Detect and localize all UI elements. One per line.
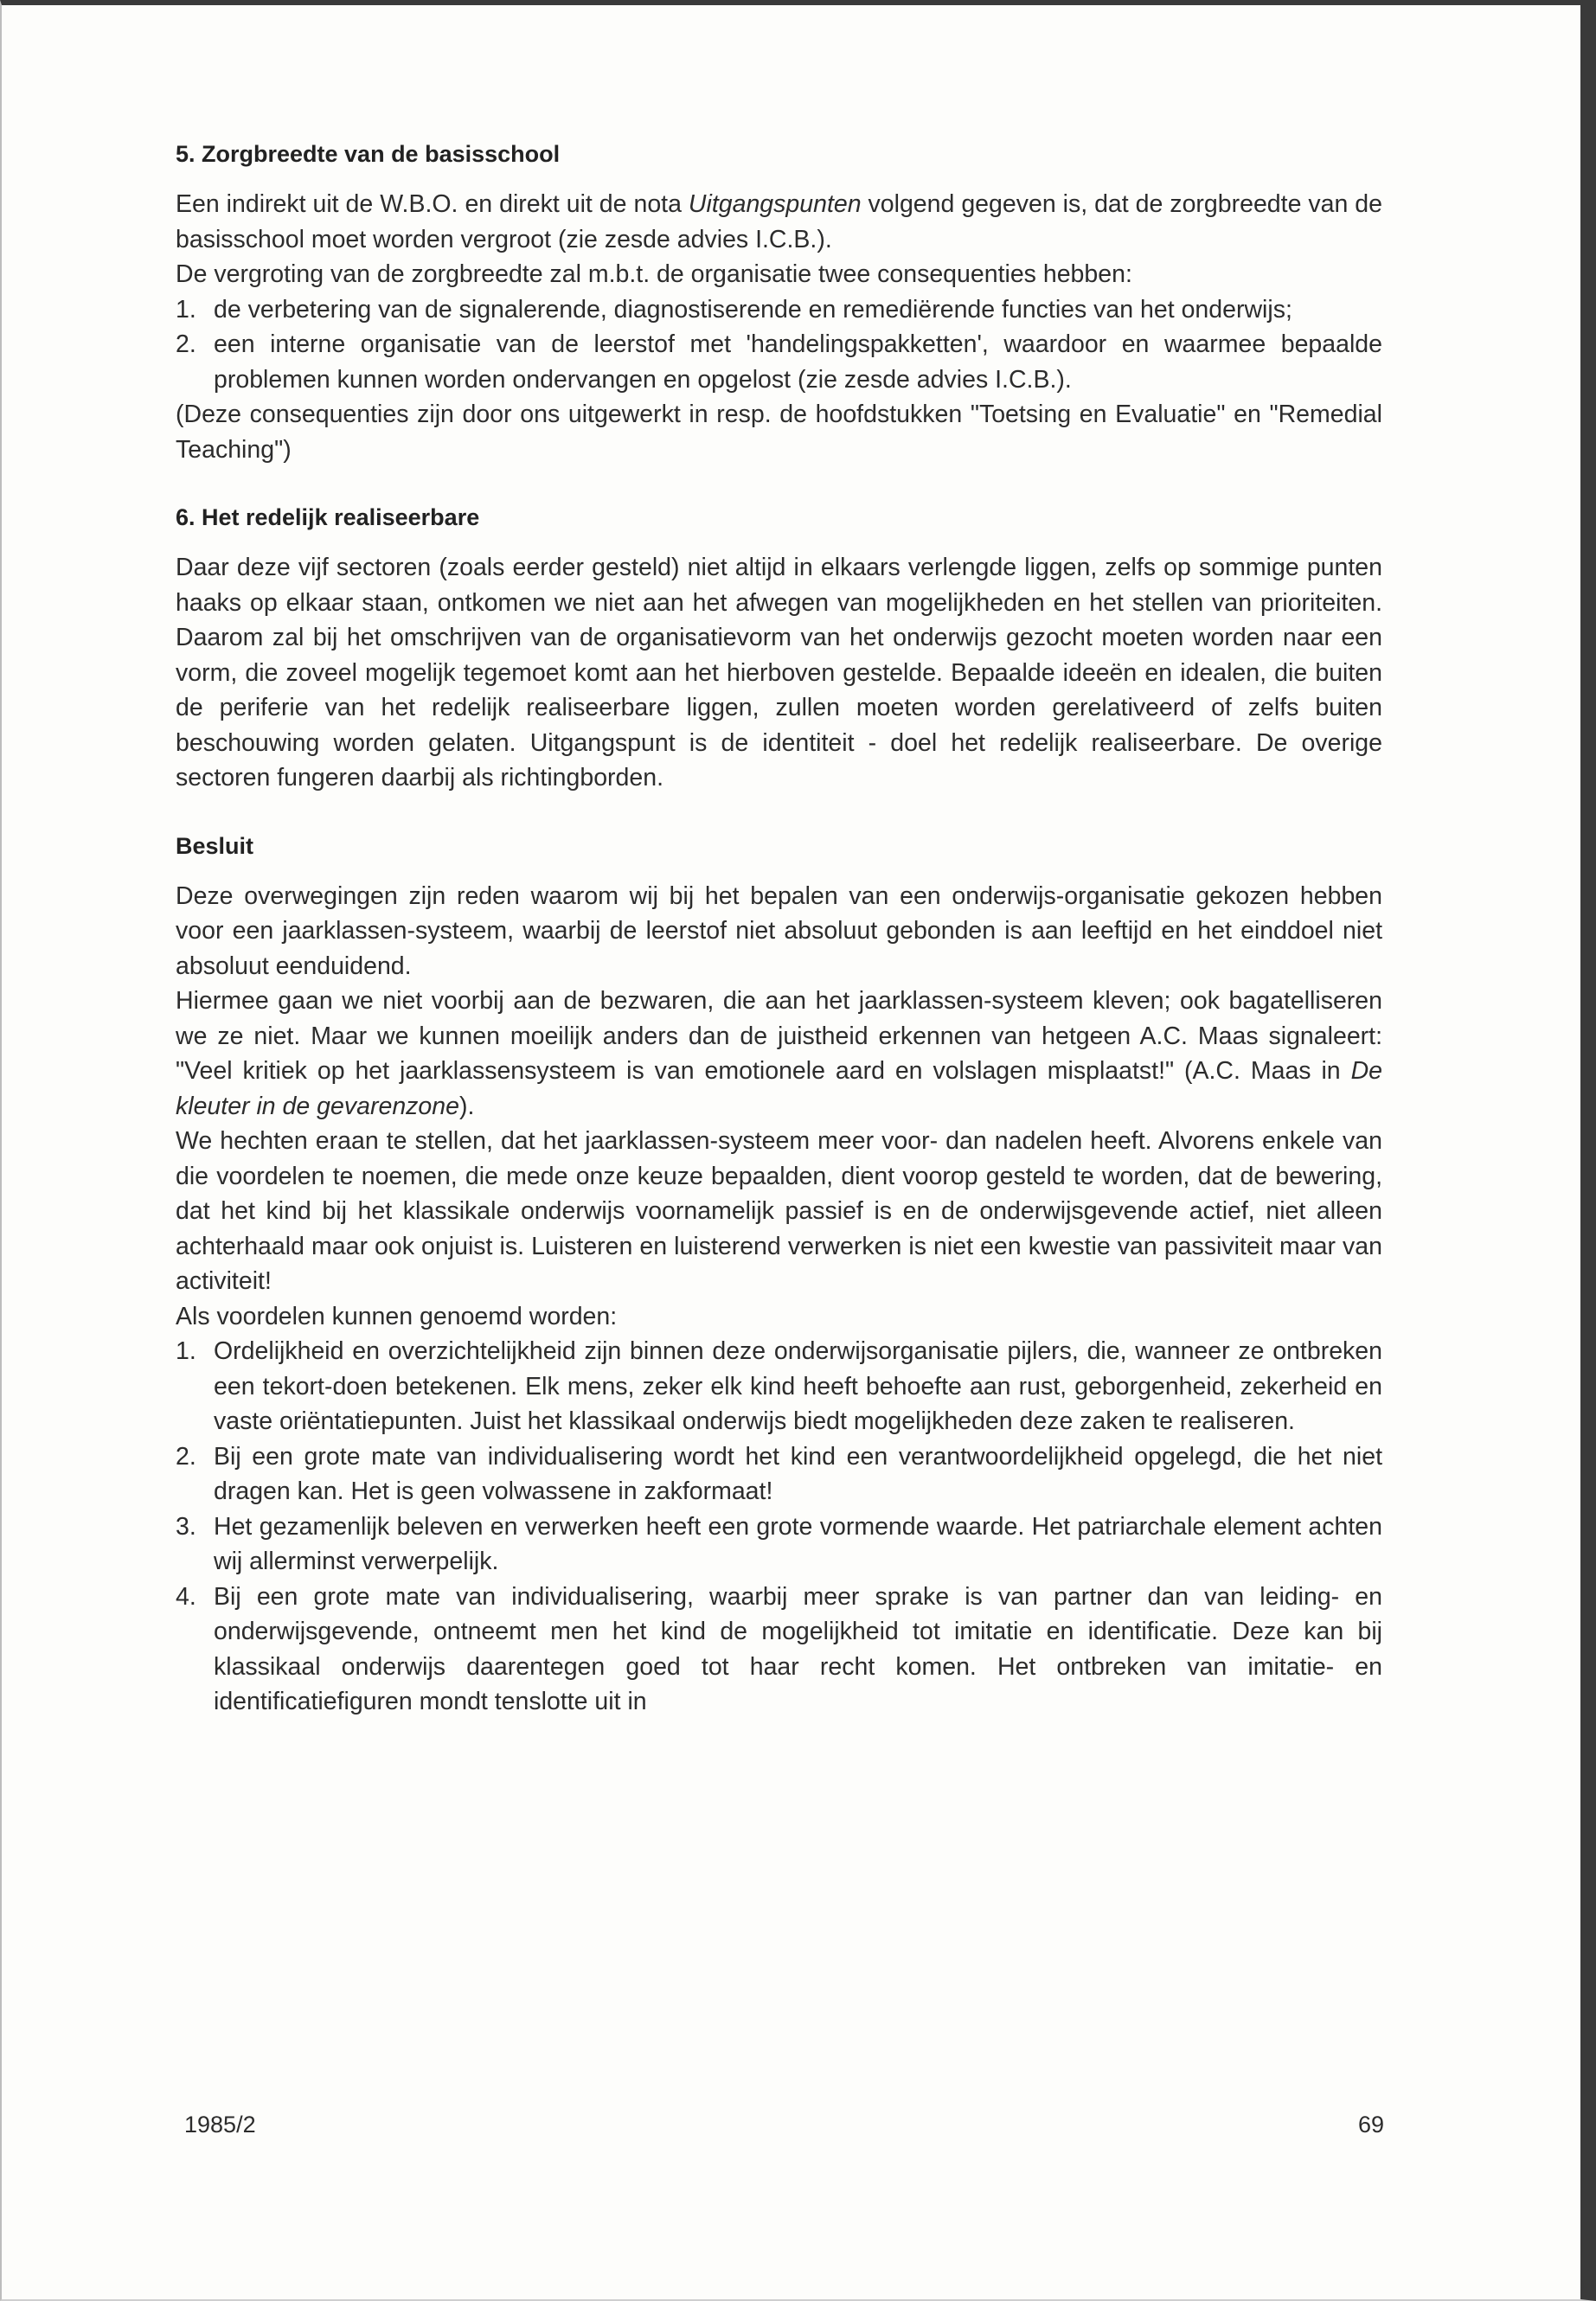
- nota-title: Uitgangspunten: [688, 190, 862, 218]
- list-item: 3. Het gezamenlijk beleven en verwerken heeft een grote vormende waarde. Het patriarchale element achten wij allerminst verwerpelijk.: [176, 1512, 1382, 1575]
- consequences-intro: De vergroting van de zorgbreedte zal m.b.t. de organisatie twee consequenties hebben:: [176, 260, 1132, 288]
- advantages-list: [176, 1334, 1382, 1720]
- cited-work-title: De kleuter in de gevarenzone: [176, 1057, 1382, 1120]
- page-number: 69: [1357, 2112, 1384, 2138]
- section-zorgbreedte: [176, 138, 1382, 467]
- section-5-heading: 5. Zorgbreedte van de basisschool: [176, 141, 561, 167]
- besluit-paragraph-1: Deze overwegingen zijn reden waarom wij bij het bepalen van een onderwijs-organisatie gekozen hebben voor een jaarklassen-systeem, waarbij de leerstof niet absoluut gebonden is aan leeftijd en het einddoel niet absoluut eenduidend.: [176, 881, 1382, 980]
- list-item: 2. een interne organisatie van de leerstof met 'handelingspakketten', waardoor en waarmee bepaalde problemen kunnen worden ondervangen en opgelost (zie zesde advies I.C.B.).: [176, 330, 1382, 394]
- advantages-intro: Als voordelen kunnen genoemd worden:: [176, 1302, 618, 1330]
- list-item: 2. Bij een grote mate van individualisering wordt het kind een verantwoordelijkheid opgelegd, die het niet dragen kan. Het is geen volwassene in zakformaat!: [176, 1442, 1382, 1505]
- issue-number: 1985/2: [184, 2112, 256, 2138]
- list-item: 1. de verbetering van de signalerende, diagnostiserende en remediërende functies van het onderwijs;: [176, 295, 1292, 324]
- list-item: 4. Bij een grote mate van individualisering, waarbij meer sprake is van partner dan van leiding- en onderwijsgevende, ontneemt men het kind de mogelijkheid tot imitatie en identificatie. Deze kan bij klassikaal onderwijs daarentegen goed tot haar recht komen. Het ontbreken van imitatie- en identificatiefiguren mondt tenslotte uit in: [176, 1582, 1382, 1715]
- besluit-heading: Besluit: [176, 832, 254, 859]
- page-content: [176, 138, 1382, 1754]
- list-item: 1. Ordelijkheid en overzichtelijkheid zijn binnen deze onderwijsorganisatie pijlers, die, wanneer ze ontbreken een tekort-doen betekenen. Elk mens, zeker elk kind heeft behoefte aan rust, geborgenheid, zekerheid en vaste oriëntatiepunten. Juist het klassikaal onderwijs biedt mogelijkheden deze zaken te realiseren.: [176, 1337, 1382, 1435]
- section-5-intro: Een indirekt uit de W.B.O. en direkt uit de nota Uitgangspunten volgend gegeven is, dat de zorgbreedte van de basisschool moet worden vergroot (zie zesde advies I.C.B.).: [176, 190, 1382, 253]
- section-redelijk-realiseerbare: [176, 502, 1382, 796]
- besluit-paragraph-2: Hiermee gaan we niet voorbij aan de bezwaren, die aan het jaarklassen-systeem kleven; ook bagatelliseren we ze niet. Maar we kunnen moeilijk anders dan de juistheid erkennen van hetgeen A.C. Maas signaleert: "Veel kritiek op het jaarklassensysteem is van emotionele aard en volslagen misplaatst!" (A.C. Maas in De kleuter in de gevarenzone).: [176, 987, 1382, 1120]
- besluit-paragraph-3: We hechten eraan te stellen, dat het jaarklassen-systeem meer voor- dan nadelen heeft. Alvorens enkele van die voordelen te noemen, die mede onze keuze bepaalden, dient voorop gesteld te worden, dat de bewering, dat het kind bij het klassikale onderwijs voornamelijk passief is en de onderwijsgevende actief, niet alleen achterhaald maar ook onjuist is. Luisteren en luisterend verwerken is niet een kwestie van passiviteit maar van activiteit!: [176, 1127, 1382, 1295]
- section-besluit: [176, 830, 1382, 1720]
- section-6-paragraph: Daar deze vijf sectoren (zoals eerder gesteld) niet altijd in elkaars verlengde liggen, zelfs op sommige punten haaks op elkaar staan, ontkomen we niet aan het afwegen van mogelijkheden en het stellen van prioriteiten. Daarom zal bij het omschrijven van de organisatievorm van het onderwijs gezocht moeten worden naar een vorm, die zoveel mogelijk tegemoet komt aan het hierboven gestelde. Bepaalde ideeën en idealen, die buiten de periferie van het redelijk realiseerbare liggen, zullen moeten worden gerelativeerd of zelfs buiten beschouwing worden gelaten. Uitgangspunt is de identiteit - doel het redelijk realiseerbare. De overige sectoren fungeren daarbij als richtingborden.: [176, 554, 1382, 792]
- section-5-note: (Deze consequenties zijn door ons uitgewerkt in resp. de hoofdstukken "Toetsing en Evaluatie" en "Remedial Teaching"): [176, 401, 1382, 464]
- section-6-heading: 6. Het redelijk realiseerbare: [176, 504, 480, 530]
- consequences-list: [176, 292, 1382, 398]
